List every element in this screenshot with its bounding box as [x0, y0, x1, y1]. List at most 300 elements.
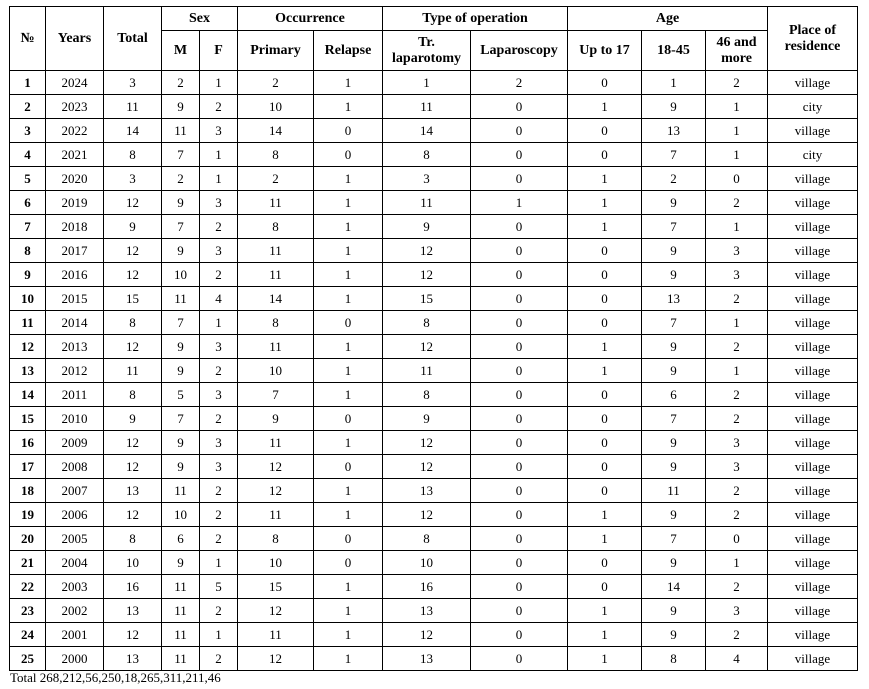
header-occurrence: Occurrence: [238, 7, 383, 31]
cell-year: 2013: [46, 335, 104, 359]
cell-up-to-17: 0: [568, 143, 642, 167]
cell-tr-laparotomy: 9: [383, 407, 471, 431]
cell-year: 2010: [46, 407, 104, 431]
cell-total: 10: [104, 551, 162, 575]
cell-total: 12: [104, 455, 162, 479]
cell-relapse: 1: [314, 647, 383, 671]
cell-sex-f: 2: [200, 647, 238, 671]
cell-year: 2016: [46, 263, 104, 287]
cell-laparoscopy: 0: [471, 407, 568, 431]
cell-sex-m: 7: [162, 407, 200, 431]
cell-relapse: 1: [314, 479, 383, 503]
cell-up-to-17: 1: [568, 527, 642, 551]
cell-sex-m: 9: [162, 335, 200, 359]
cell-tr-laparotomy: 8: [383, 383, 471, 407]
cell-relapse: 1: [314, 599, 383, 623]
cell-sex-f: 1: [200, 623, 238, 647]
cell-laparoscopy: 0: [471, 647, 568, 671]
cell-relapse: 1: [314, 71, 383, 95]
cell-sex-f: 2: [200, 215, 238, 239]
cell-primary: 8: [238, 311, 314, 335]
cell-num: 5: [10, 167, 46, 191]
cell-laparoscopy: 0: [471, 311, 568, 335]
cell-laparoscopy: 0: [471, 551, 568, 575]
cell-year: 2018: [46, 215, 104, 239]
table-row: [10, 455, 858, 479]
cell-tr-laparotomy: 12: [383, 455, 471, 479]
cell-sex-m: 11: [162, 287, 200, 311]
cell-tr-laparotomy: 16: [383, 575, 471, 599]
table-row: [10, 143, 858, 167]
header-up-to-17: Up to 17: [568, 31, 642, 71]
cell-year: 2012: [46, 359, 104, 383]
cell-relapse: 1: [314, 239, 383, 263]
cell-relapse: 0: [314, 143, 383, 167]
header-place-of-residence: Place of residence: [768, 7, 858, 71]
cell-up-to-17: 0: [568, 311, 642, 335]
cell-primary: 12: [238, 455, 314, 479]
cell-age-46-more: 2: [706, 287, 768, 311]
cell-relapse: 1: [314, 383, 383, 407]
table-row: [10, 575, 858, 599]
header-num: №: [10, 7, 46, 71]
cell-age-18-45: 13: [642, 287, 706, 311]
cell-num: 2: [10, 95, 46, 119]
cell-year: 2020: [46, 167, 104, 191]
cell-num: 6: [10, 191, 46, 215]
cell-primary: 12: [238, 599, 314, 623]
header-sex-f: F: [200, 31, 238, 71]
cell-total: 8: [104, 311, 162, 335]
cell-age-46-more: 2: [706, 479, 768, 503]
cell-year: 2007: [46, 479, 104, 503]
table-row: [10, 335, 858, 359]
cell-age-18-45: 9: [642, 239, 706, 263]
cell-up-to-17: 0: [568, 239, 642, 263]
cell-age-18-45: 13: [642, 119, 706, 143]
table-row: [10, 215, 858, 239]
header-primary: Primary: [238, 31, 314, 71]
cell-laparoscopy: 0: [471, 119, 568, 143]
cell-year: 2015: [46, 287, 104, 311]
cell-sex-f: 3: [200, 191, 238, 215]
cell-up-to-17: 0: [568, 431, 642, 455]
cell-num: 7: [10, 215, 46, 239]
cell-up-to-17: 0: [568, 551, 642, 575]
cell-year: 2008: [46, 455, 104, 479]
data-table: [9, 6, 858, 671]
cell-tr-laparotomy: 11: [383, 95, 471, 119]
table-row: [10, 383, 858, 407]
cell-tr-laparotomy: 1: [383, 71, 471, 95]
cell-age-46-more: 0: [706, 527, 768, 551]
cell-total: 12: [104, 431, 162, 455]
cell-num: 17: [10, 455, 46, 479]
cell-sex-m: 9: [162, 239, 200, 263]
table-row: [10, 71, 858, 95]
cell-sex-f: 2: [200, 263, 238, 287]
cell-relapse: 1: [314, 167, 383, 191]
cell-residence: village: [768, 503, 858, 527]
cell-year: 2023: [46, 95, 104, 119]
cell-sex-f: 2: [200, 95, 238, 119]
cell-sex-f: 4: [200, 287, 238, 311]
cell-up-to-17: 1: [568, 335, 642, 359]
cell-sex-m: 11: [162, 647, 200, 671]
table-row: [10, 191, 858, 215]
cell-tr-laparotomy: 13: [383, 647, 471, 671]
cell-year: 2003: [46, 575, 104, 599]
cell-total: 8: [104, 143, 162, 167]
cell-sex-m: 9: [162, 191, 200, 215]
table-row: [10, 239, 858, 263]
cell-age-18-45: 14: [642, 575, 706, 599]
cell-residence: village: [768, 239, 858, 263]
cell-laparoscopy: 0: [471, 359, 568, 383]
cell-residence: village: [768, 311, 858, 335]
cell-num: 4: [10, 143, 46, 167]
cell-age-46-more: 3: [706, 239, 768, 263]
cell-total: 12: [104, 263, 162, 287]
cell-year: 2005: [46, 527, 104, 551]
cell-primary: 8: [238, 527, 314, 551]
cell-age-46-more: 2: [706, 191, 768, 215]
cell-age-46-more: 0: [706, 167, 768, 191]
cell-residence: village: [768, 431, 858, 455]
cell-primary: 2: [238, 167, 314, 191]
cell-sex-m: 11: [162, 119, 200, 143]
cell-total: 12: [104, 191, 162, 215]
cell-num: 8: [10, 239, 46, 263]
cell-laparoscopy: 0: [471, 143, 568, 167]
cell-sex-m: 9: [162, 455, 200, 479]
cell-age-18-45: 9: [642, 599, 706, 623]
table-row: [10, 599, 858, 623]
cell-laparoscopy: 0: [471, 383, 568, 407]
cell-primary: 11: [238, 431, 314, 455]
cell-up-to-17: 1: [568, 191, 642, 215]
cell-laparoscopy: 0: [471, 95, 568, 119]
cell-age-18-45: 9: [642, 623, 706, 647]
cell-age-18-45: 1: [642, 71, 706, 95]
table-header: [10, 7, 858, 71]
cell-tr-laparotomy: 12: [383, 239, 471, 263]
header-relapse: Relapse: [314, 31, 383, 71]
cell-primary: 14: [238, 287, 314, 311]
cell-tr-laparotomy: 13: [383, 599, 471, 623]
cell-relapse: 1: [314, 215, 383, 239]
cell-tr-laparotomy: 12: [383, 431, 471, 455]
cell-sex-f: 2: [200, 359, 238, 383]
cell-total: 8: [104, 527, 162, 551]
cell-sex-f: 3: [200, 239, 238, 263]
cell-age-18-45: 9: [642, 359, 706, 383]
cell-primary: 14: [238, 119, 314, 143]
cell-age-46-more: 3: [706, 455, 768, 479]
cell-num: 19: [10, 503, 46, 527]
cell-num: 10: [10, 287, 46, 311]
table-row: [10, 311, 858, 335]
cell-residence: village: [768, 335, 858, 359]
cell-year: 2001: [46, 623, 104, 647]
cell-age-46-more: 2: [706, 623, 768, 647]
cell-tr-laparotomy: 12: [383, 335, 471, 359]
cell-num: 22: [10, 575, 46, 599]
cell-sex-m: 10: [162, 503, 200, 527]
cell-num: 3: [10, 119, 46, 143]
cell-total: 8: [104, 383, 162, 407]
cell-residence: village: [768, 407, 858, 431]
cell-total: 11: [104, 359, 162, 383]
header-sex: Sex: [162, 7, 238, 31]
cell-up-to-17: 1: [568, 95, 642, 119]
cell-tr-laparotomy: 12: [383, 623, 471, 647]
cell-laparoscopy: 0: [471, 599, 568, 623]
cell-residence: village: [768, 119, 858, 143]
cell-sex-m: 9: [162, 431, 200, 455]
cell-total: 11: [104, 95, 162, 119]
header-age-18-45: 18-45: [642, 31, 706, 71]
cell-relapse: 1: [314, 503, 383, 527]
cell-up-to-17: 0: [568, 383, 642, 407]
cell-laparoscopy: 0: [471, 215, 568, 239]
cell-sex-f: 5: [200, 575, 238, 599]
cell-num: 12: [10, 335, 46, 359]
header-age: Age: [568, 7, 768, 31]
cell-age-46-more: 1: [706, 215, 768, 239]
cell-laparoscopy: 0: [471, 479, 568, 503]
cell-tr-laparotomy: 11: [383, 359, 471, 383]
cell-primary: 2: [238, 71, 314, 95]
cell-tr-laparotomy: 8: [383, 143, 471, 167]
cell-num: 20: [10, 527, 46, 551]
cell-sex-m: 7: [162, 215, 200, 239]
cell-sex-f: 1: [200, 143, 238, 167]
cell-age-46-more: 2: [706, 407, 768, 431]
cell-num: 13: [10, 359, 46, 383]
cell-relapse: 0: [314, 455, 383, 479]
cell-year: 2022: [46, 119, 104, 143]
cell-age-46-more: 2: [706, 71, 768, 95]
cell-age-18-45: 8: [642, 647, 706, 671]
cell-up-to-17: 1: [568, 359, 642, 383]
cell-laparoscopy: 0: [471, 431, 568, 455]
table-row: [10, 647, 858, 671]
cell-age-18-45: 9: [642, 191, 706, 215]
cell-residence: village: [768, 263, 858, 287]
cell-total: 12: [104, 623, 162, 647]
cell-sex-f: 1: [200, 551, 238, 575]
cell-sex-m: 11: [162, 479, 200, 503]
cell-age-46-more: 2: [706, 503, 768, 527]
cell-total: 13: [104, 599, 162, 623]
cell-age-46-more: 2: [706, 383, 768, 407]
cell-age-18-45: 9: [642, 95, 706, 119]
cell-primary: 9: [238, 407, 314, 431]
cell-laparoscopy: 2: [471, 71, 568, 95]
cell-total: 13: [104, 647, 162, 671]
cell-up-to-17: 1: [568, 215, 642, 239]
cell-relapse: 1: [314, 95, 383, 119]
cell-sex-f: 1: [200, 167, 238, 191]
cell-laparoscopy: 0: [471, 455, 568, 479]
cell-sex-f: 2: [200, 599, 238, 623]
table-row: [10, 287, 858, 311]
cell-laparoscopy: 0: [471, 335, 568, 359]
cell-total: 12: [104, 503, 162, 527]
cell-total: 13: [104, 479, 162, 503]
cell-age-46-more: 1: [706, 551, 768, 575]
cell-primary: 12: [238, 647, 314, 671]
cell-age-18-45: 9: [642, 431, 706, 455]
cell-laparoscopy: 0: [471, 623, 568, 647]
cell-num: 16: [10, 431, 46, 455]
cell-sex-f: 3: [200, 119, 238, 143]
cell-residence: village: [768, 215, 858, 239]
cell-up-to-17: 1: [568, 503, 642, 527]
cell-tr-laparotomy: 13: [383, 479, 471, 503]
cell-laparoscopy: 1: [471, 191, 568, 215]
cell-tr-laparotomy: 8: [383, 527, 471, 551]
cell-relapse: 1: [314, 359, 383, 383]
table-row: [10, 479, 858, 503]
cell-laparoscopy: 0: [471, 575, 568, 599]
cell-primary: 10: [238, 551, 314, 575]
header-sex-m: M: [162, 31, 200, 71]
cell-tr-laparotomy: 12: [383, 503, 471, 527]
table-row: [10, 407, 858, 431]
header-total: Total: [104, 7, 162, 71]
cell-primary: 8: [238, 143, 314, 167]
cell-age-46-more: 2: [706, 575, 768, 599]
cell-sex-m: 9: [162, 551, 200, 575]
cell-primary: 11: [238, 623, 314, 647]
cell-age-46-more: 4: [706, 647, 768, 671]
cell-sex-f: 1: [200, 311, 238, 335]
cell-sex-m: 9: [162, 95, 200, 119]
cell-residence: village: [768, 191, 858, 215]
table-row: [10, 431, 858, 455]
cell-year: 2019: [46, 191, 104, 215]
cell-tr-laparotomy: 9: [383, 215, 471, 239]
cell-laparoscopy: 0: [471, 287, 568, 311]
cell-primary: 11: [238, 191, 314, 215]
header-age-46-more: 46 and more: [706, 31, 768, 71]
cell-primary: 10: [238, 95, 314, 119]
cell-year: 2021: [46, 143, 104, 167]
cell-year: 2002: [46, 599, 104, 623]
cell-total: 15: [104, 287, 162, 311]
table-row: [10, 167, 858, 191]
cell-laparoscopy: 0: [471, 527, 568, 551]
cell-relapse: 1: [314, 575, 383, 599]
cell-residence: village: [768, 167, 858, 191]
cell-sex-m: 2: [162, 167, 200, 191]
header-type-of-operation: Type of operation: [383, 7, 568, 31]
cell-sex-f: 3: [200, 455, 238, 479]
cell-sex-f: 1: [200, 71, 238, 95]
cell-sex-m: 11: [162, 575, 200, 599]
cell-up-to-17: 1: [568, 599, 642, 623]
header-tr-laparotomy: Tr. laparotomy: [383, 31, 471, 71]
cell-num: 24: [10, 623, 46, 647]
totals-footer: Total 268,212,56,250,18,265,311,211,46: [10, 670, 221, 685]
cell-age-46-more: 2: [706, 335, 768, 359]
table-row: [10, 503, 858, 527]
cell-relapse: 0: [314, 551, 383, 575]
cell-primary: 11: [238, 263, 314, 287]
cell-sex-m: 11: [162, 599, 200, 623]
cell-tr-laparotomy: 11: [383, 191, 471, 215]
cell-sex-f: 2: [200, 527, 238, 551]
cell-age-18-45: 9: [642, 551, 706, 575]
cell-up-to-17: 1: [568, 167, 642, 191]
cell-sex-f: 2: [200, 479, 238, 503]
cell-year: 2004: [46, 551, 104, 575]
cell-up-to-17: 0: [568, 407, 642, 431]
cell-tr-laparotomy: 8: [383, 311, 471, 335]
cell-age-46-more: 3: [706, 263, 768, 287]
cell-sex-m: 11: [162, 623, 200, 647]
cell-up-to-17: 0: [568, 479, 642, 503]
cell-age-46-more: 3: [706, 599, 768, 623]
cell-total: 14: [104, 119, 162, 143]
cell-age-46-more: 1: [706, 359, 768, 383]
cell-primary: 11: [238, 335, 314, 359]
cell-total: 16: [104, 575, 162, 599]
cell-primary: 10: [238, 359, 314, 383]
cell-age-18-45: 6: [642, 383, 706, 407]
cell-age-46-more: 1: [706, 95, 768, 119]
table-row: [10, 263, 858, 287]
cell-residence: village: [768, 383, 858, 407]
cell-residence: village: [768, 527, 858, 551]
cell-sex-f: 2: [200, 503, 238, 527]
cell-age-18-45: 7: [642, 527, 706, 551]
table-row: [10, 551, 858, 575]
cell-age-18-45: 11: [642, 479, 706, 503]
cell-up-to-17: 1: [568, 623, 642, 647]
cell-residence: village: [768, 647, 858, 671]
cell-up-to-17: 0: [568, 287, 642, 311]
cell-age-46-more: 1: [706, 311, 768, 335]
cell-total: 9: [104, 407, 162, 431]
cell-primary: 12: [238, 479, 314, 503]
cell-laparoscopy: 0: [471, 503, 568, 527]
cell-up-to-17: 0: [568, 455, 642, 479]
cell-tr-laparotomy: 10: [383, 551, 471, 575]
cell-tr-laparotomy: 15: [383, 287, 471, 311]
cell-num: 1: [10, 71, 46, 95]
cell-relapse: 0: [314, 527, 383, 551]
cell-num: 11: [10, 311, 46, 335]
cell-num: 23: [10, 599, 46, 623]
cell-total: 9: [104, 215, 162, 239]
cell-tr-laparotomy: 14: [383, 119, 471, 143]
cell-relapse: 0: [314, 119, 383, 143]
cell-total: 3: [104, 71, 162, 95]
cell-residence: village: [768, 599, 858, 623]
cell-relapse: 0: [314, 407, 383, 431]
cell-num: 25: [10, 647, 46, 671]
cell-primary: 15: [238, 575, 314, 599]
cell-residence: village: [768, 479, 858, 503]
cell-laparoscopy: 0: [471, 167, 568, 191]
cell-year: 2009: [46, 431, 104, 455]
cell-age-18-45: 7: [642, 407, 706, 431]
cell-up-to-17: 0: [568, 71, 642, 95]
cell-primary: 11: [238, 503, 314, 527]
